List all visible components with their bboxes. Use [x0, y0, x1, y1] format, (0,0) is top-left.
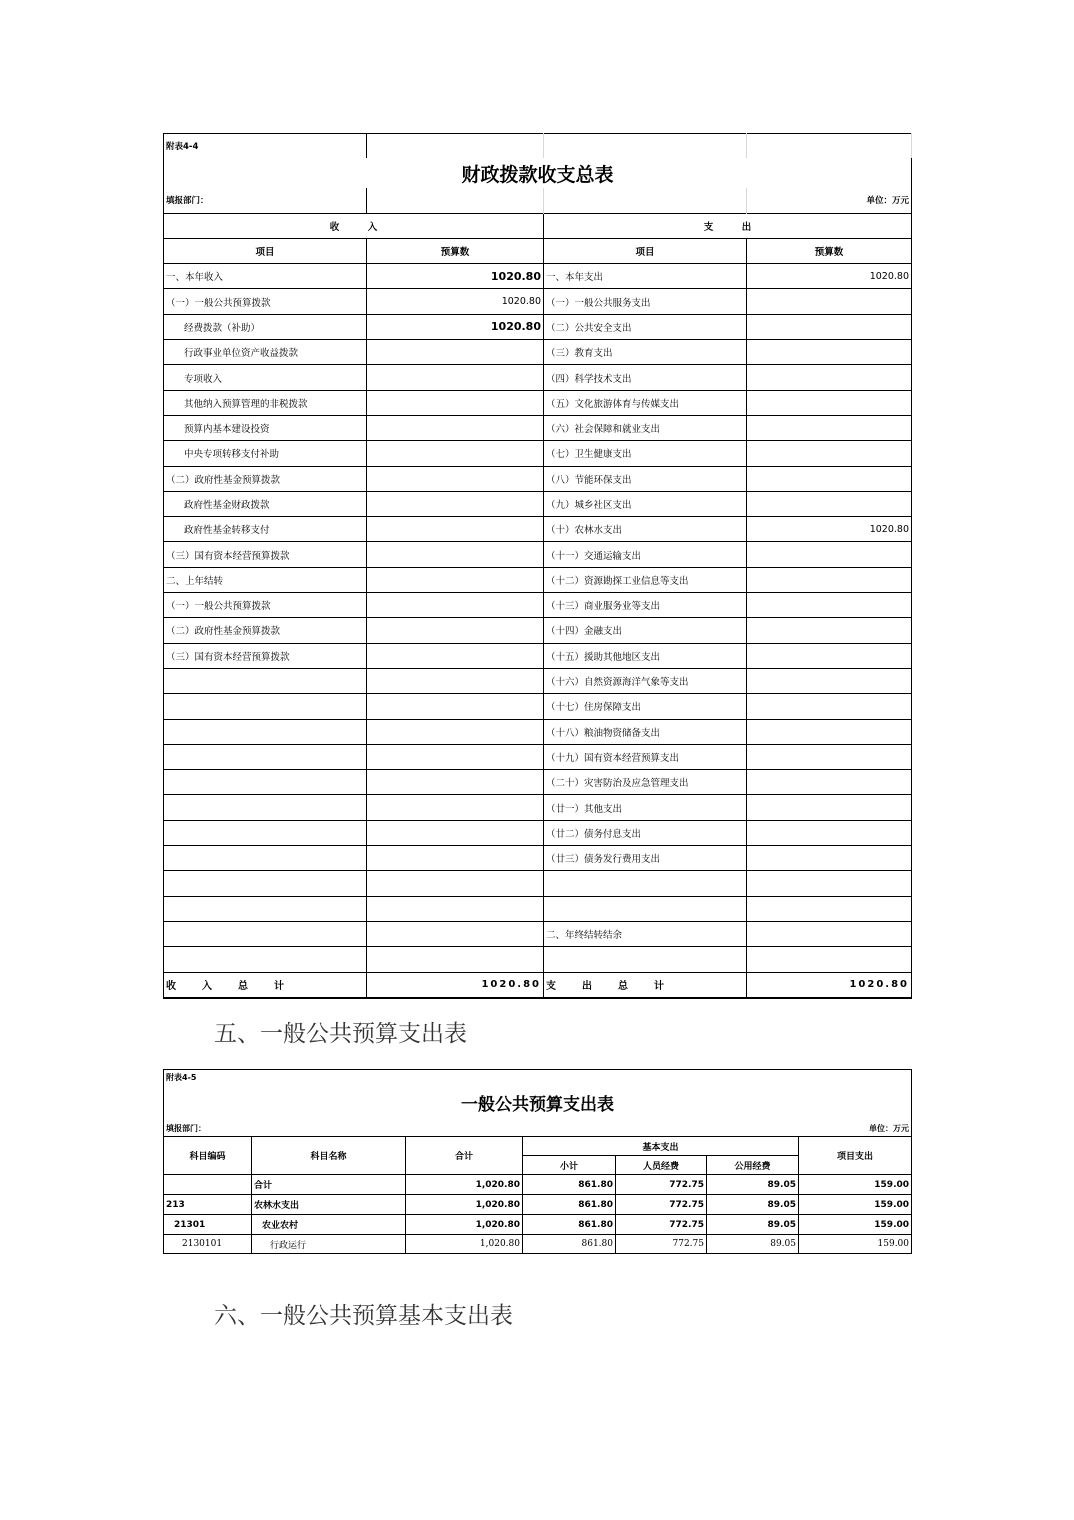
expense-item: （二）公共安全支出 — [544, 314, 747, 339]
total-row — [164, 972, 912, 998]
table-row — [164, 1235, 912, 1254]
table-row — [164, 314, 912, 339]
income-item — [164, 744, 367, 769]
income-item: 预算内基本建设投资 — [164, 415, 367, 440]
expense-budget — [747, 466, 912, 491]
income-budget — [367, 340, 544, 365]
expense-item: （三）教育支出 — [544, 340, 747, 365]
expense-budget — [747, 390, 912, 415]
income-item: 专项收入 — [164, 365, 367, 390]
income-item — [164, 719, 367, 744]
expense-budget — [747, 567, 912, 592]
expense-budget — [747, 896, 912, 921]
basic-header: 基本支出 — [523, 1137, 799, 1156]
table-row — [164, 491, 912, 516]
expense-budget — [747, 668, 912, 693]
table-ref: 附表4-5 — [166, 1072, 197, 1082]
table-ref: 附表4-4 — [164, 134, 367, 159]
income-item: 中央专项转移支付补助 — [164, 441, 367, 466]
code-cell — [164, 1175, 252, 1195]
income-budget: 1020.80 — [367, 264, 544, 289]
code-cell: 213 — [164, 1195, 252, 1215]
table-row — [164, 744, 912, 769]
income-budget — [367, 795, 544, 820]
expense-budget — [747, 542, 912, 567]
personnel-header: 人员经费 — [616, 1156, 707, 1175]
income-budget — [367, 441, 544, 466]
table-title: 财政拨款收支总表 — [164, 158, 912, 188]
project-cell: 159.00 — [799, 1175, 912, 1195]
income-item: （一）一般公共预算拨款 — [164, 593, 367, 618]
expense-budget — [747, 491, 912, 516]
expense-budget — [747, 744, 912, 769]
table-row — [164, 517, 912, 542]
dept-label: 填报部门： — [164, 188, 367, 213]
expense-budget — [747, 593, 912, 618]
total-cell: 1,020.80 — [406, 1215, 523, 1235]
fiscal-appropriation-summary-table — [163, 133, 912, 999]
table-row — [164, 694, 912, 719]
income-budget — [367, 542, 544, 567]
income-budget — [367, 744, 544, 769]
expense-item — [544, 871, 747, 896]
income-budget — [367, 770, 544, 795]
expense-item-header: 项目 — [544, 238, 747, 263]
income-item — [164, 795, 367, 820]
project-cell: 159.00 — [799, 1235, 912, 1254]
public-cell: 89.05 — [707, 1215, 799, 1235]
expense-item: （十八）粮油物资储备支出 — [544, 719, 747, 744]
section-heading-5: 五、一般公共预算支出表 — [214, 1021, 467, 1047]
expense-budget — [747, 846, 912, 871]
table-row — [164, 1195, 912, 1215]
income-budget-header: 预算数 — [367, 238, 544, 263]
income-budget: 1020.80 — [367, 289, 544, 314]
total-expense-value: 1020.80 — [747, 972, 912, 998]
income-header: 收 入 — [164, 213, 544, 238]
subtotal-cell: 861.80 — [523, 1195, 616, 1215]
table-row — [164, 795, 912, 820]
total-cell: 1,020.80 — [406, 1175, 523, 1195]
expense-item: （一）一般公共服务支出 — [544, 289, 747, 314]
income-item: 政府性基金转移支付 — [164, 517, 367, 542]
income-budget — [367, 517, 544, 542]
expense-budget — [747, 441, 912, 466]
expense-budget — [747, 921, 912, 946]
project-cell: 159.00 — [799, 1195, 912, 1215]
table-row — [164, 643, 912, 668]
income-item — [164, 694, 367, 719]
expense-budget — [747, 795, 912, 820]
expense-item: （八）节能环保支出 — [544, 466, 747, 491]
income-item: （三）国有资本经营预算拨款 — [164, 643, 367, 668]
expense-budget — [747, 289, 912, 314]
expense-item: （十三）商业服务业等支出 — [544, 593, 747, 618]
table-row — [164, 567, 912, 592]
income-budget: 1020.80 — [367, 314, 544, 339]
total-cell: 1,020.80 — [406, 1235, 523, 1254]
table-row — [164, 947, 912, 972]
income-item-header: 项目 — [164, 238, 367, 263]
public-cell: 89.05 — [707, 1195, 799, 1215]
expense-budget — [747, 947, 912, 972]
unit-label: 单位：万元 — [747, 188, 912, 213]
income-item — [164, 921, 367, 946]
table-row — [164, 466, 912, 491]
income-item: 政府性基金财政拨款 — [164, 491, 367, 516]
expense-item: （廿三）债务发行费用支出 — [544, 846, 747, 871]
personnel-cell: 772.75 — [616, 1175, 707, 1195]
total-income-value: 1020.80 — [367, 972, 544, 998]
expense-item: （廿二）债务付息支出 — [544, 820, 747, 845]
income-item — [164, 770, 367, 795]
expense-item: （十一）交通运输支出 — [544, 542, 747, 567]
expense-item: （七）卫生健康支出 — [544, 441, 747, 466]
expense-item: （九）城乡社区支出 — [544, 491, 747, 516]
expense-item: 一、本年支出 — [544, 264, 747, 289]
income-item: 二、上年结转 — [164, 567, 367, 592]
general-budget-expenditure-table — [163, 1069, 912, 1254]
table-row — [164, 593, 912, 618]
table-row — [164, 441, 912, 466]
income-item — [164, 947, 367, 972]
income-item: 其他纳入预算管理的非税拨款 — [164, 390, 367, 415]
total-cell: 1,020.80 — [406, 1195, 523, 1215]
project-cell: 159.00 — [799, 1215, 912, 1235]
income-item: （二）政府性基金预算拨款 — [164, 466, 367, 491]
income-budget — [367, 846, 544, 871]
income-budget — [367, 390, 544, 415]
table-row — [164, 846, 912, 871]
income-budget — [367, 921, 544, 946]
personnel-cell: 772.75 — [616, 1235, 707, 1254]
subtotal-cell: 861.80 — [523, 1235, 616, 1254]
expense-budget — [747, 340, 912, 365]
expense-budget-header: 预算数 — [747, 238, 912, 263]
public-cell: 89.05 — [707, 1175, 799, 1195]
table-row — [164, 1215, 912, 1235]
income-budget — [367, 947, 544, 972]
table-row — [164, 340, 912, 365]
table-row — [164, 289, 912, 314]
income-item: （一）一般公共预算拨款 — [164, 289, 367, 314]
project-header: 项目支出 — [799, 1137, 912, 1175]
code-header: 科目编码 — [164, 1137, 252, 1175]
expense-budget — [747, 820, 912, 845]
table-row — [164, 896, 912, 921]
expense-item: 二、年终结转结余 — [544, 921, 747, 946]
table-row — [164, 820, 912, 845]
expense-budget — [747, 415, 912, 440]
income-item: （二）政府性基金预算拨款 — [164, 618, 367, 643]
total-income-label: 收 入 总 计 — [164, 972, 367, 998]
income-item — [164, 668, 367, 693]
table-row — [164, 415, 912, 440]
table-row — [164, 668, 912, 693]
table-row — [164, 719, 912, 744]
personnel-cell: 772.75 — [616, 1195, 707, 1215]
expense-item: （二十）灾害防治及应急管理支出 — [544, 770, 747, 795]
income-item: 行政事业单位资产收益拨款 — [164, 340, 367, 365]
expense-budget — [747, 719, 912, 744]
expense-item: （十二）资源勘探工业信息等支出 — [544, 567, 747, 592]
income-item — [164, 871, 367, 896]
name-cell: 行政运行 — [252, 1235, 406, 1254]
name-cell: 农林水支出 — [252, 1195, 406, 1215]
income-item — [164, 820, 367, 845]
table-row — [164, 921, 912, 946]
name-header: 科目名称 — [252, 1137, 406, 1175]
expense-budget — [747, 694, 912, 719]
total-expense-label: 支 出 总 计 — [544, 972, 747, 998]
section-heading-6: 六、一般公共预算基本支出表 — [214, 1303, 513, 1329]
income-budget — [367, 593, 544, 618]
expense-budget: 1020.80 — [747, 517, 912, 542]
income-budget — [367, 694, 544, 719]
table-row — [164, 1175, 912, 1195]
expense-budget — [747, 770, 912, 795]
code-cell: 2130101 — [164, 1235, 252, 1254]
income-item — [164, 896, 367, 921]
expense-item: （十五）援助其他地区支出 — [544, 643, 747, 668]
income-budget — [367, 719, 544, 744]
expense-item — [544, 896, 747, 921]
table-row — [164, 365, 912, 390]
table-row — [164, 264, 912, 289]
subtotal-header: 小计 — [523, 1156, 616, 1175]
expense-item: （十六）自然资源海洋气象等支出 — [544, 668, 747, 693]
expense-item: （十七）住房保障支出 — [544, 694, 747, 719]
income-budget — [367, 820, 544, 845]
subtotal-cell: 861.80 — [523, 1175, 616, 1195]
table-title: 一般公共预算支出表 — [461, 1094, 614, 1115]
income-budget — [367, 365, 544, 390]
expense-item: （廿一）其他支出 — [544, 795, 747, 820]
income-budget — [367, 415, 544, 440]
income-budget — [367, 643, 544, 668]
income-item — [164, 846, 367, 871]
expense-item: （十）农林水支出 — [544, 517, 747, 542]
name-cell: 农业农村 — [252, 1215, 406, 1235]
expense-budget — [747, 643, 912, 668]
income-item: （三）国有资本经营预算拨款 — [164, 542, 367, 567]
expense-budget — [747, 618, 912, 643]
income-budget — [367, 896, 544, 921]
expense-item — [544, 947, 747, 972]
table-row — [164, 871, 912, 896]
expense-header: 支 出 — [544, 213, 912, 238]
expense-item: （四）科学技术支出 — [544, 365, 747, 390]
public-cell: 89.05 — [707, 1235, 799, 1254]
code-cell: 21301 — [164, 1215, 252, 1235]
public-header: 公用经费 — [707, 1156, 799, 1175]
expense-item: （十四）金融支出 — [544, 618, 747, 643]
income-budget — [367, 567, 544, 592]
income-budget — [367, 871, 544, 896]
income-item: 经费拨款（补助） — [164, 314, 367, 339]
table-row — [164, 770, 912, 795]
total-header: 合计 — [406, 1137, 523, 1175]
expense-item: （六）社会保障和就业支出 — [544, 415, 747, 440]
table-row — [164, 390, 912, 415]
expense-item: （十九）国有资本经营预算支出 — [544, 744, 747, 769]
expense-budget — [747, 314, 912, 339]
expense-budget — [747, 871, 912, 896]
income-budget — [367, 668, 544, 693]
subtotal-cell: 861.80 — [523, 1215, 616, 1235]
income-budget — [367, 618, 544, 643]
income-budget — [367, 491, 544, 516]
table-row — [164, 618, 912, 643]
expense-budget — [747, 365, 912, 390]
expense-item: （五）文化旅游体育与传媒支出 — [544, 390, 747, 415]
name-cell: 合计 — [252, 1175, 406, 1195]
table-row — [164, 542, 912, 567]
income-item: 一、本年收入 — [164, 264, 367, 289]
dept-label: 填报部门： — [166, 1123, 206, 1133]
unit-label: 单位：万元 — [869, 1123, 910, 1133]
expense-budget: 1020.80 — [747, 264, 912, 289]
income-budget — [367, 466, 544, 491]
personnel-cell: 772.75 — [616, 1215, 707, 1235]
